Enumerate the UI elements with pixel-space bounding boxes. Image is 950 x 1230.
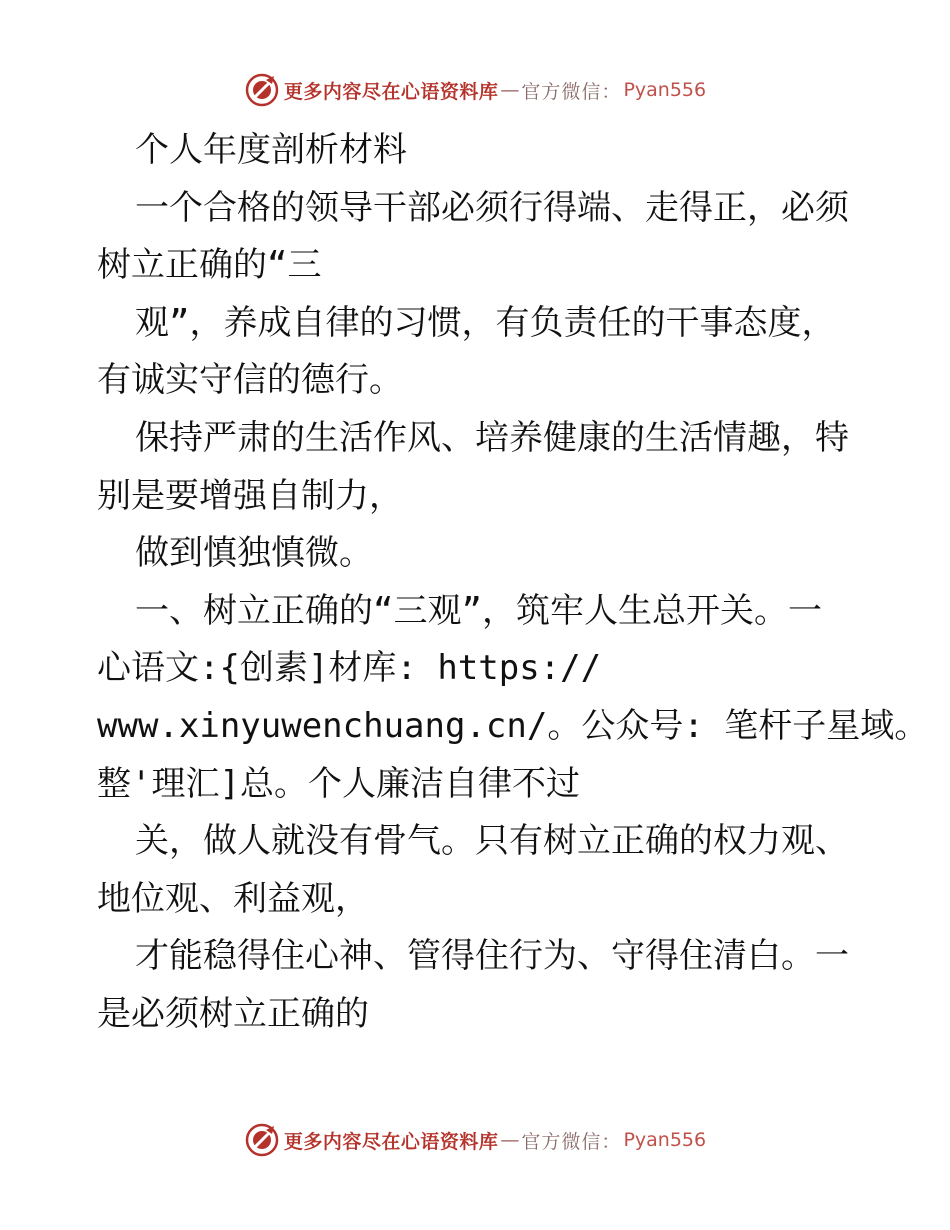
doc-line: 地位观、利益观， bbox=[97, 878, 369, 919]
doc-line: www.xinyuwenchuang.cn/。公众号: 笔杆子星域。 bbox=[97, 705, 929, 746]
doc-line: 一个合格的领导干部必须行得端、走得正，必须 bbox=[135, 187, 849, 228]
footer-banner-main: 更多内容尽在心语资料库 bbox=[283, 1130, 499, 1153]
doc-line: 关，做人就没有骨气。只有树立正确的权力观、 bbox=[135, 821, 849, 862]
footer-banner bbox=[0, 1120, 950, 1160]
doc-line: 一、树立正确的“三观”，筑牢人生总开关。一 bbox=[135, 590, 822, 631]
seal-logo-icon bbox=[244, 72, 280, 108]
header-banner-main: 更多内容尽在心语资料库 bbox=[283, 80, 499, 103]
doc-line: 保持严肃的生活作风、培养健康的生活情趣，特 bbox=[135, 417, 849, 458]
doc-line: 整'理汇]总。个人廉洁自律不过 bbox=[97, 763, 580, 804]
doc-line: 别是要增强自制力， bbox=[97, 475, 403, 516]
doc-line: 才能稳得住心神、管得住行为、守得住清白。一 bbox=[135, 936, 849, 977]
document-body bbox=[97, 122, 929, 1044]
doc-line: 观”，养成自律的习惯，有负责任的干事态度， bbox=[135, 302, 836, 343]
seal-logo-icon bbox=[244, 1122, 280, 1158]
doc-line: 树立正确的“三 bbox=[97, 245, 322, 286]
header-banner-wechat-label: 官方微信： bbox=[521, 80, 622, 103]
doc-line: 心语文:{创素]材库: https:// bbox=[97, 648, 602, 689]
doc-title: 个人年度剖析材料 bbox=[135, 130, 407, 170]
header-banner bbox=[0, 70, 950, 110]
header-banner-wechat-id: Pyan556 bbox=[623, 79, 707, 101]
footer-banner-dash: — bbox=[500, 1129, 520, 1151]
doc-line: 有诚实守信的德行。 bbox=[97, 360, 403, 401]
footer-banner-wechat-id: Pyan556 bbox=[623, 1129, 707, 1151]
footer-banner-wechat-label: 官方微信： bbox=[521, 1130, 622, 1153]
doc-line: 做到慎独慎微。 bbox=[135, 533, 373, 574]
header-banner-dash: — bbox=[500, 79, 520, 101]
doc-line: 是必须树立正确的 bbox=[97, 993, 369, 1034]
